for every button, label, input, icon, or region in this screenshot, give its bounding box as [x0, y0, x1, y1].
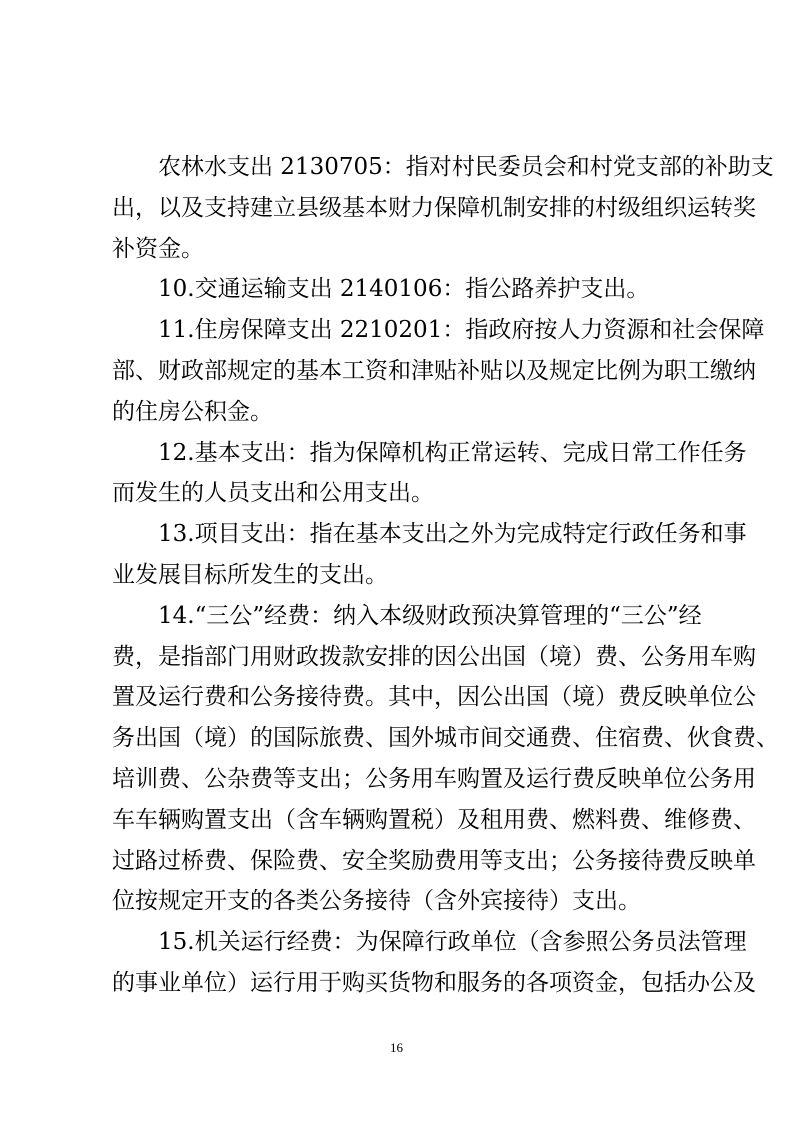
text-line: 11.住房保障支出 2210201：指政府按人力资源和社会保障	[158, 317, 765, 344]
text-line: 补资金。	[112, 235, 204, 262]
text-line: 务出国（境）的国际旅费、国外城市间交通费、住宿费、伙食费、	[112, 725, 779, 752]
document-body	[112, 147, 779, 1004]
text-line: 车车辆购置支出（含车辆购置税）及租用费、燃料费、维修费、	[112, 806, 756, 833]
text-line: 业发展目标所发生的支出。	[112, 561, 388, 588]
text-line: 13.项目支出：指在基本支出之外为完成特定行政任务和事	[158, 521, 747, 548]
text-line: 的住房公积金。	[112, 398, 273, 425]
text-line: 14.“三公”经费：纳入本级财政预决算管理的“三公”经	[158, 602, 702, 629]
text-line: 位按规定开支的各类公务接待（含外宾接待）支出。	[112, 888, 641, 915]
text-line: 出，以及支持建立县级基本财力保障机制安排的村级组织运转奖	[112, 194, 756, 221]
text-line: 过路过桥费、保险费、安全奖励费用等支出；公务接待费反映单	[112, 847, 756, 874]
text-line: 而发生的人员支出和公用支出。	[112, 480, 434, 507]
text-line: 12.基本支出：指为保障机构正常运转、完成日常工作任务	[158, 439, 747, 466]
text-line: 部、财政部规定的基本工资和津贴补贴以及规定比例为职工缴纳	[112, 357, 756, 384]
text-line: 15.机关运行经费：为保障行政单位（含参照公务员法管理	[158, 929, 747, 956]
text-line: 的事业单位）运行用于购买货物和服务的各项资金，包括办公及	[112, 969, 756, 996]
text-line: 10.交通运输支出 2140106：指公路养护支出。	[158, 276, 650, 303]
page-number: 16	[390, 1040, 403, 1055]
text-line: 置及运行费和公务接待费。其中，因公出国（境）费反映单位公	[112, 684, 756, 711]
text-line: 费，是指部门用财政拨款安排的因公出国（境）费、公务用车购	[112, 643, 756, 670]
text-line: 培训费、公杂费等支出；公务用车购置及运行费反映单位公务用	[112, 765, 756, 792]
text-line: 农林水支出 2130705：指对村民委员会和村党支部的补助支	[158, 154, 774, 180]
